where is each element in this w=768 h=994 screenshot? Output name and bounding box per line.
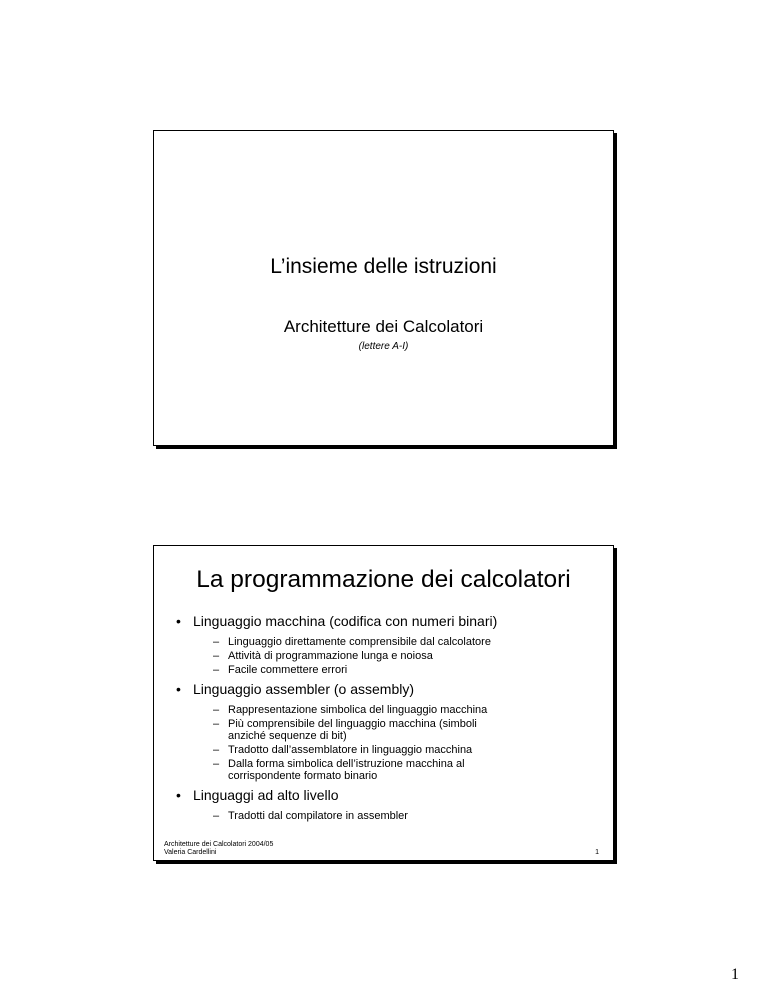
slide-footer [164,841,273,857]
bullet-icon: • [176,613,181,629]
sub-bullet-text: Linguaggio direttamente comprensibile dal calcolatore [228,636,491,648]
dash-icon: – [213,810,220,822]
bullet-text: Linguaggio assembler (o assembly) [193,681,414,697]
dash-icon: – [213,758,220,770]
footer-author: Valeria Cardellini [164,849,217,856]
dash-icon: – [213,744,220,756]
footer-course: Architetture dei Calcolatori 2004/05 [164,841,274,848]
sub-bullet-item [213,650,513,662]
bullet-list [154,546,613,860]
bullet-text: Linguaggio macchina (codifica con numeri binari) [193,613,498,629]
title-slide [153,130,614,446]
slide-note: (lettere A-I) [358,341,409,352]
sub-bullet-text: Tradotti dal compilatore in assembler [228,810,408,822]
bullet-text: Linguaggi ad alto livello [193,787,339,803]
bullet-icon: • [176,681,181,697]
sub-bullet-item [213,758,513,782]
sub-bullet-text: Facile commettere errori [228,664,348,676]
slide-subtitle: Architetture dei Calcolatori [283,317,484,336]
sub-bullet-item [213,704,513,716]
sub-bullet-text: Più comprensibile del linguaggio macchina (simboli anziché sequenze di bit) [228,718,477,742]
dash-icon: – [213,650,220,662]
dash-icon: – [213,664,220,676]
slide-title: L’insieme delle istruzioni [270,255,497,278]
bullet-item [176,787,339,803]
bullet-item [176,681,414,697]
sub-bullet-item [213,636,513,648]
sub-bullet-text: Dalla forma simbolica dell’istruzione macchina al corrispondente formato binario [228,758,465,782]
dash-icon: – [213,718,220,730]
sub-bullet-text: Rappresentazione simbolica del linguaggio macchina [228,704,488,716]
page-number: 1 [731,966,739,983]
slide-title: La programmazione dei calcolatori [196,566,571,593]
sub-bullet-item [213,810,513,822]
dash-icon: – [213,704,220,716]
sub-bullet-item [213,664,513,676]
sub-bullet-item [213,718,513,742]
sub-bullet-text: Attività di programmazione lunga e noiosa [228,650,433,662]
dash-icon: – [213,636,220,648]
content-slide [153,545,614,861]
bullet-item [176,613,497,629]
sub-bullet-item [213,744,513,756]
sub-bullet-text: Tradotto dall’assemblatore in linguaggio macchina [228,744,473,756]
slide-number: 1 [595,849,599,856]
bullet-icon: • [176,787,181,803]
